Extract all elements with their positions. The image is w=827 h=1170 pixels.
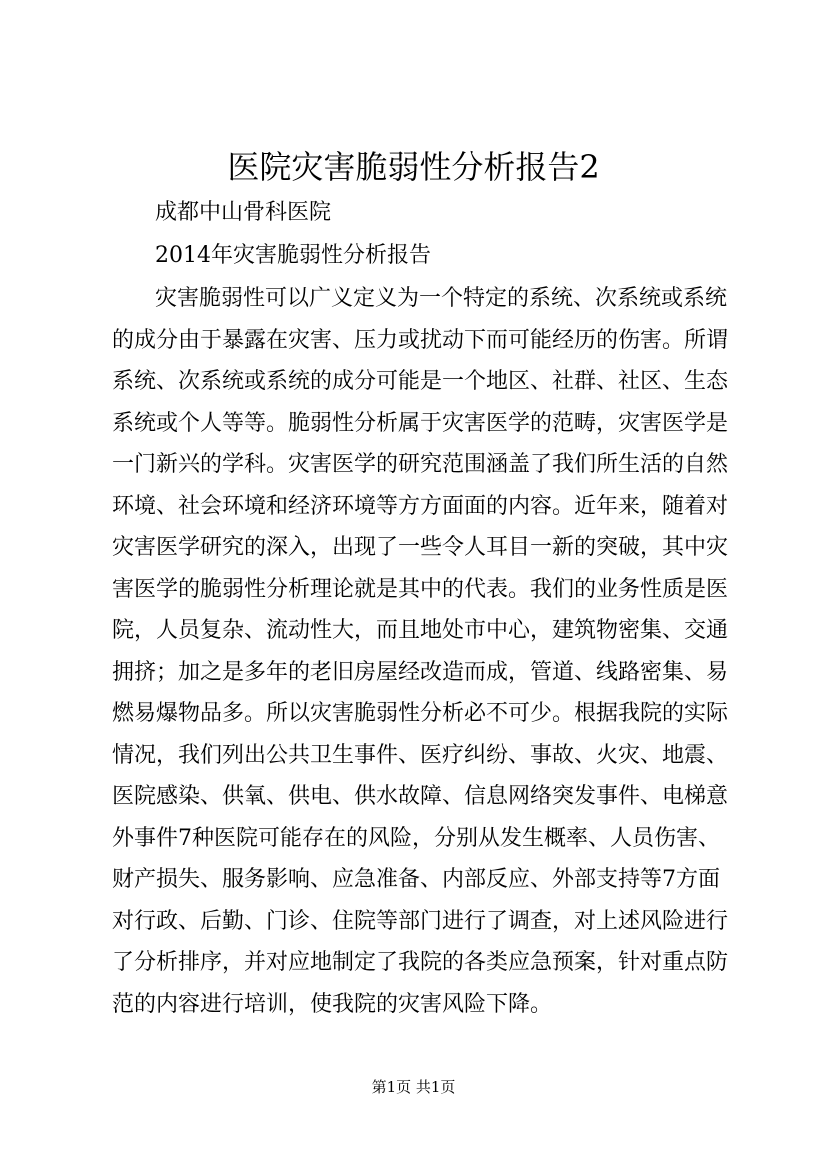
paragraph-line: 环境、社会环境和经济环境等方方面面的内容。近年来，随着对 — [112, 493, 729, 519]
hospital-name: 成都中山骨科医院 — [155, 200, 332, 225]
paragraph-line: 燃易爆物品多。所以灾害脆弱性分析必不可少。根据我院的实际 — [112, 701, 729, 726]
paragraph-line: 害医学的脆弱性分析理论就是其中的代表。我们的业务性质是医 — [112, 576, 729, 602]
document-title: 医院灾害脆弱性分析报告2 — [227, 148, 600, 186]
paragraph-line: 对行政、后勤、门诊、住院等部门进行了调查，对上述风险进行 — [112, 908, 729, 934]
paragraph-line: 灾害脆弱性可以广义定义为一个特定的系统、次系统或系统 — [155, 286, 728, 311]
paragraph-line: 了分析排序，并对应地制定了我院的各类应急预案，针对重点防 — [112, 950, 729, 975]
report-subtitle: 2014年灾害脆弱性分析报告 — [155, 243, 431, 268]
paragraph-line: 一门新兴的学科。灾害医学的研究范围涵盖了我们所生活的自然 — [112, 452, 729, 477]
paragraph-line: 系统或个人等等。脆弱性分析属于灾害医学的范畴，灾害医学是 — [112, 410, 729, 436]
paragraph-line: 的成分由于暴露在灾害、压力或扰动下而可能经历的伤害。所谓 — [112, 327, 729, 353]
paragraph-line: 范的内容进行培训，使我院的灾害风险下降。 — [112, 991, 553, 1017]
paragraph-line: 外事件7种医院可能存在的风险，分别从发生概率、人员伤害、 — [112, 825, 720, 851]
paragraph-line: 情况，我们列出公共卫生事件、医疗纠纷、事故、火灾、地震、 — [112, 742, 729, 768]
paragraph-line: 系统、次系统或系统的成分可能是一个地区、社群、社区、生态 — [112, 369, 729, 394]
paragraph-line: 拥挤；加之是多年的老旧房屋经改造而成，管道、线路密集、易 — [112, 659, 729, 685]
page-footer: 第1页 共1页 — [371, 1078, 456, 1096]
paragraph-line: 医院感染、供氧、供电、供水故障、信息网络突发事件、电梯意 — [112, 784, 729, 809]
paragraph-line: 灾害医学研究的深入，出现了一些令人耳目一新的突破，其中灾 — [112, 535, 729, 560]
paragraph-line: 院，人员复杂、流动性大，而且地处市中心，建筑物密集、交通 — [112, 618, 729, 643]
paragraph-line: 财产损失、服务影响、应急准备、内部反应、外部支持等7方面 — [112, 867, 720, 892]
